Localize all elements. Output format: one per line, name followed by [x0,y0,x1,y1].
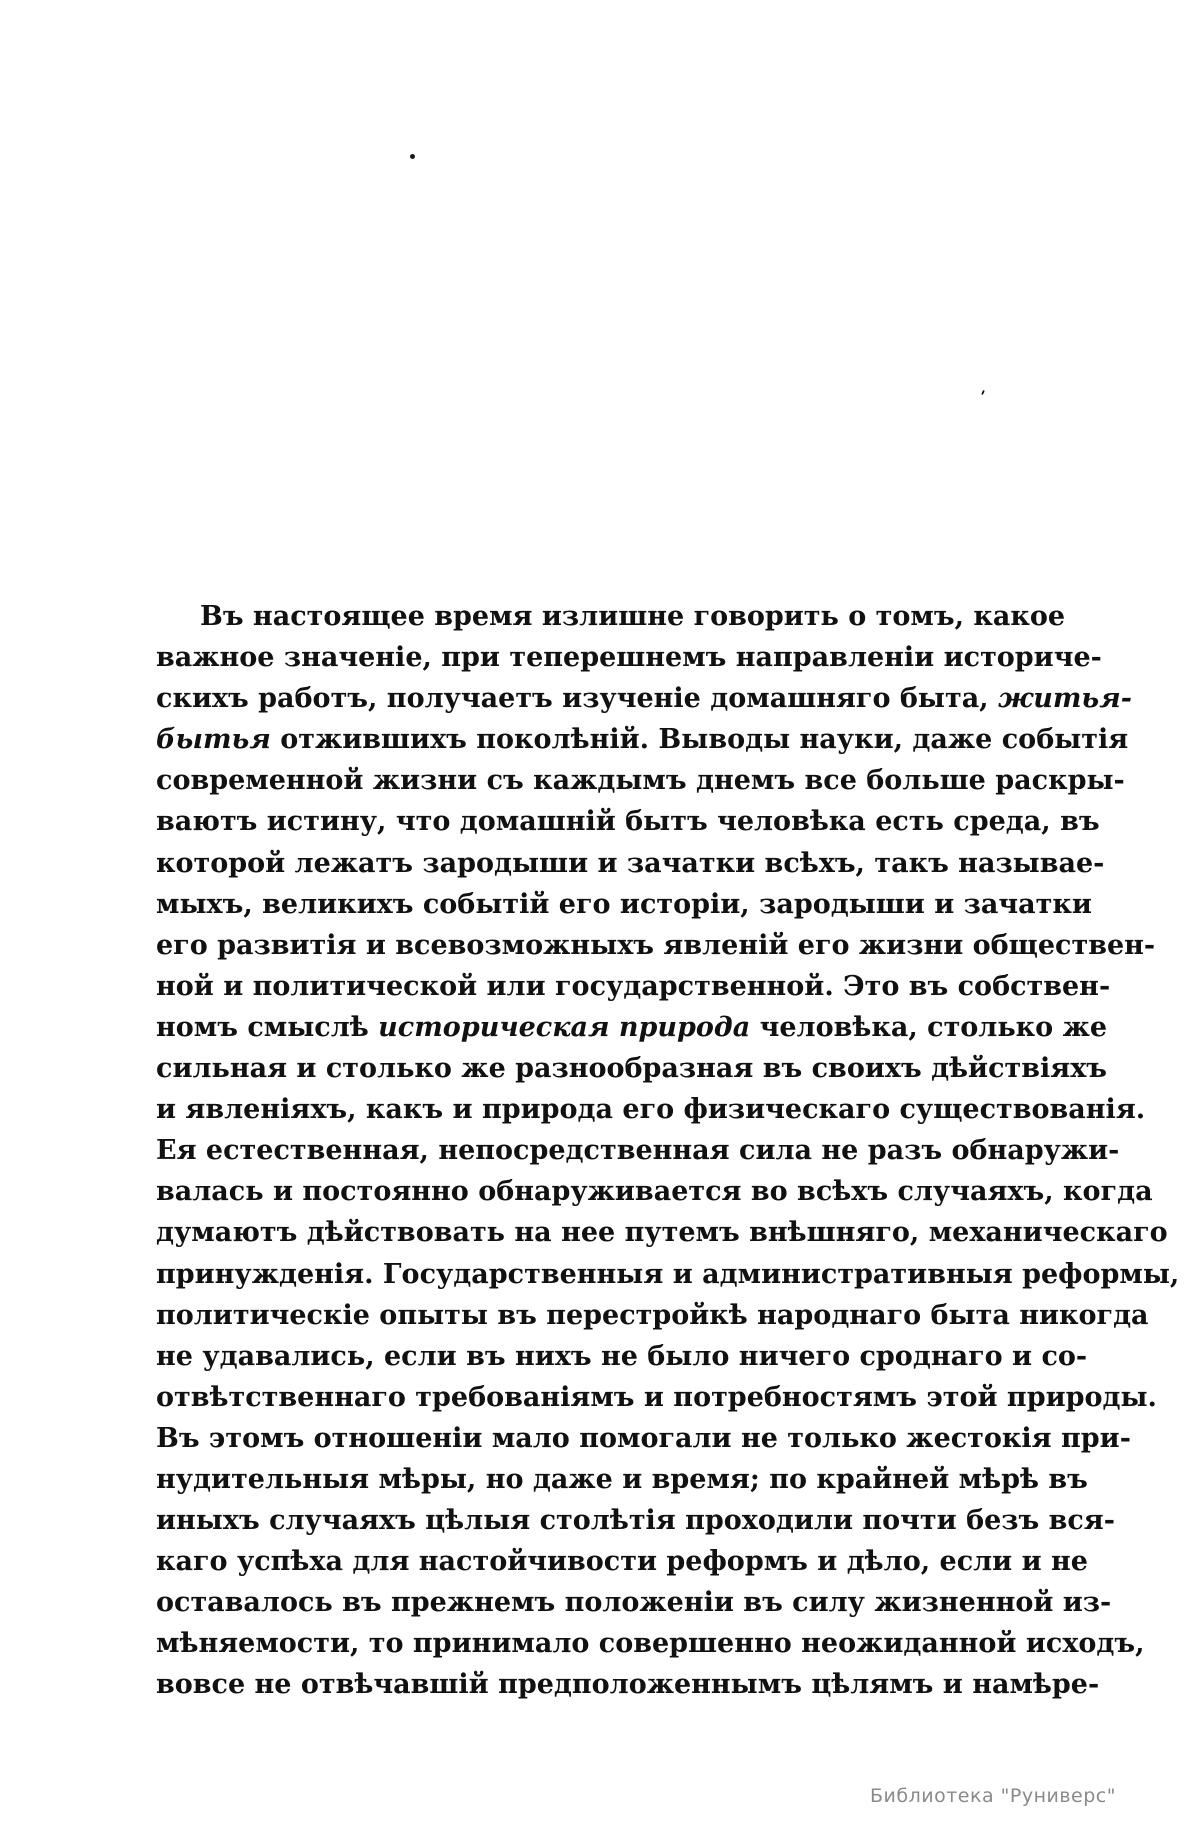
text-line: современной жизни съ каждымъ днемъ все больше раскры- [156,765,1125,797]
text-line: иныхъ случаяхъ цѣлыя столѣтія проходили почти безъ вся- [156,1505,1115,1537]
text-line: Въ этомъ отношеніи мало помогали не только жестокія при- [156,1422,1131,1454]
text-line: валась и постоянно обнаруживается во всѣхъ случаяхъ, когда [156,1176,1153,1208]
text-line: не удавались, если въ нихъ не было ничего сроднаго и со- [156,1340,1088,1372]
text-line: мыхъ, великихъ событій его исторіи, зародыши и зачатки [156,888,1092,920]
text-line: ной и политической или государственной. Это въ собствен- [156,970,1111,1002]
text-line: Въ настоящее время излишне говорить о томъ, какое [200,601,1066,632]
text-line: Ея естественная, непосредственная сила не разъ обнаружи- [156,1135,1120,1167]
text-line: отвѣтственнаго требованіямъ и потребностямъ этой природы. [156,1381,1157,1413]
print-speck [981,390,985,395]
text-line: важное значеніе, при теперешнемъ направленіи историче- [156,642,1102,674]
text-line: номъ смыслѣ историческая природа человѣка, столько же [156,1011,1108,1043]
text-line: бытья отжившихъ поколѣній. Выводы науки, даже событія [156,724,1129,756]
text-line: которой лежатъ зародыши и зачатки всѣхъ, такъ называе- [156,847,1105,879]
text-line: оставалось въ прежнемъ положеніи въ силу жизненной из- [156,1587,1112,1619]
body-text [156,596,1180,1706]
text-line: сильная и столько же разнообразная въ своихъ дѣйствіяхъ [156,1053,1108,1085]
print-speck [410,154,415,159]
text-line: политическіе опыты въ перестройкѣ народнаго быта никогда [156,1299,1149,1331]
text-line: каго успѣха для настойчивости реформъ и дѣло, если и не [156,1546,1088,1578]
text-line: нудительныя мѣры, но даже и время; по крайней мѣрѣ въ [156,1463,1088,1495]
text-line: думаютъ дѣйствовать на нее путемъ внѣшняго, механическаго [156,1217,1168,1249]
text-line: ваютъ истину, что домашній бытъ человѣка есть среда, въ [156,806,1100,838]
text-line: мѣняемости, то принимало совершенно неожиданной исходъ, [156,1628,1145,1660]
text-line: скихъ работъ, получаетъ изученіе домашняго быта, житья- [156,683,1132,715]
text-line: и явленіяхъ, какъ и природа его физическаго существованія. [156,1094,1146,1126]
text-line: принужденія. Государственныя и административныя реформы, [156,1258,1180,1290]
text-line: его развитія и всевозможныхъ явленій его жизни обществен- [156,929,1156,961]
library-watermark: Библиотека "Руниверс" [870,1785,1116,1807]
text-line: вовсе не отвѣчавшій предположеннымъ цѣлямъ и намѣре- [156,1669,1100,1701]
